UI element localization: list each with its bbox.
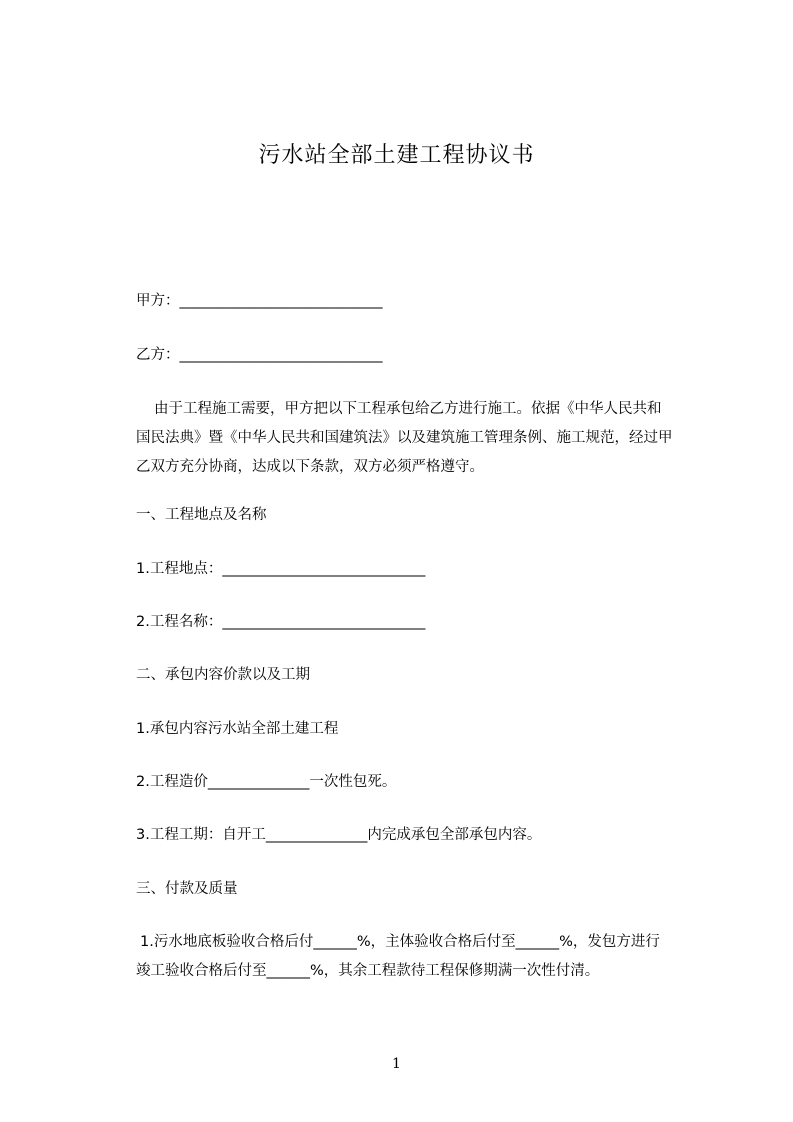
section-1-heading: 一、工程地点及名称 bbox=[136, 507, 267, 523]
section-2-item-cost: 2.工程造价______________一次性包死。 bbox=[136, 774, 397, 790]
intro-paragraph-line-3: 乙双方充分协商，达成以下条款，双方必须严格遵守。 bbox=[136, 459, 484, 475]
party-a-line: 甲方：____________________________ bbox=[136, 293, 383, 309]
section-1-item-location: 1.工程地点：____________________________ bbox=[136, 561, 426, 577]
page-number: 1 bbox=[392, 1056, 401, 1072]
section-3-item-payment-line-2: 竣工验收合格后付至______%，其余工程款待工程保修期满一次性付清。 bbox=[136, 963, 600, 979]
section-2-item-duration: 3.工程工期：自开工______________内完成承包全部承包内容。 bbox=[136, 827, 542, 843]
section-2-heading: 二、承包内容价款以及工期 bbox=[136, 667, 310, 683]
section-3-item-payment-line-1: 1.污水地底板验收合格后付______%，主体验收合格后付至______%，发包方进行 bbox=[140, 934, 660, 950]
party-b-line: 乙方：____________________________ bbox=[136, 347, 383, 363]
intro-paragraph-line-2: 国民法典》暨《中华人民共和国建筑法》以及建筑施工管理条例、施工规范，经过甲 bbox=[136, 430, 673, 446]
section-2-item-scope: 1.承包内容污水站全部土建工程 bbox=[136, 721, 339, 737]
section-3-heading: 三、付款及质量 bbox=[136, 881, 238, 897]
document-title: 污水站全部土建工程协议书 bbox=[258, 143, 535, 168]
intro-paragraph-line-1: 由于工程施工需要，甲方把以下工程承包给乙方进行施工。依据《中华人民共和 bbox=[154, 401, 662, 417]
section-1-item-name: 2.工程名称：____________________________ bbox=[136, 614, 426, 630]
